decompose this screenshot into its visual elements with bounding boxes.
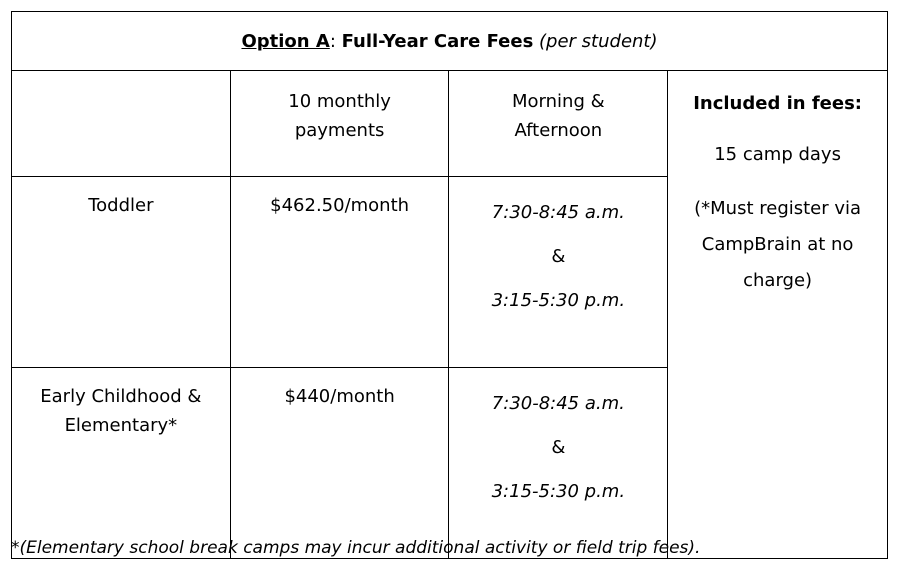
program-cell	[12, 368, 231, 559]
header-payments-line1: 10 monthly	[288, 91, 391, 112]
hours-ampersand: &	[551, 437, 566, 458]
header-payments-cell	[230, 71, 449, 177]
hours-ampersand: &	[551, 246, 566, 267]
included-note-line2: CampBrain at no	[701, 234, 854, 255]
table-title	[12, 12, 888, 71]
title-option: Option A	[241, 30, 330, 52]
included-note-line3: charge)	[743, 270, 813, 291]
afternoon-hours: 3:15-5:30 p.m.	[491, 481, 626, 502]
morning-hours: 7:30-8:45 a.m.	[491, 393, 625, 414]
fee-cell	[230, 368, 449, 559]
fee-value: $440/month	[284, 386, 395, 407]
title-main: Full-Year Care Fees	[341, 30, 534, 52]
header-program-cell	[12, 71, 231, 177]
afternoon-hours: 3:15-5:30 p.m.	[491, 290, 626, 311]
header-hours-cell	[449, 71, 668, 177]
program-line1: Early Childhood &	[40, 386, 202, 407]
title-separator: :	[329, 30, 336, 52]
program-line1: Toddler	[88, 195, 154, 216]
included-note	[668, 191, 887, 299]
fee-value: $462.50/month	[270, 195, 410, 216]
included-note-line1: (*Must register via	[694, 198, 862, 219]
header-hours-line2: Afternoon	[514, 120, 603, 141]
header-hours-line1: Morning &	[512, 91, 605, 112]
morning-hours: 7:30-8:45 a.m.	[491, 202, 625, 223]
included-cell	[668, 71, 888, 559]
fee-cell	[230, 177, 449, 368]
fees-table	[11, 11, 888, 559]
header-payments-line2: payments	[294, 120, 385, 141]
footnote: *(Elementary school break camps may incur additional activity or field trip fees).	[11, 538, 701, 558]
included-title: Included in fees:	[693, 93, 863, 114]
program-line2: Elementary*	[64, 415, 178, 436]
program-cell	[12, 177, 231, 368]
included-days: 15 camp days	[714, 144, 841, 165]
hours-cell	[449, 177, 668, 368]
hours-cell	[449, 368, 668, 559]
title-qualifier: (per student)	[539, 30, 658, 52]
